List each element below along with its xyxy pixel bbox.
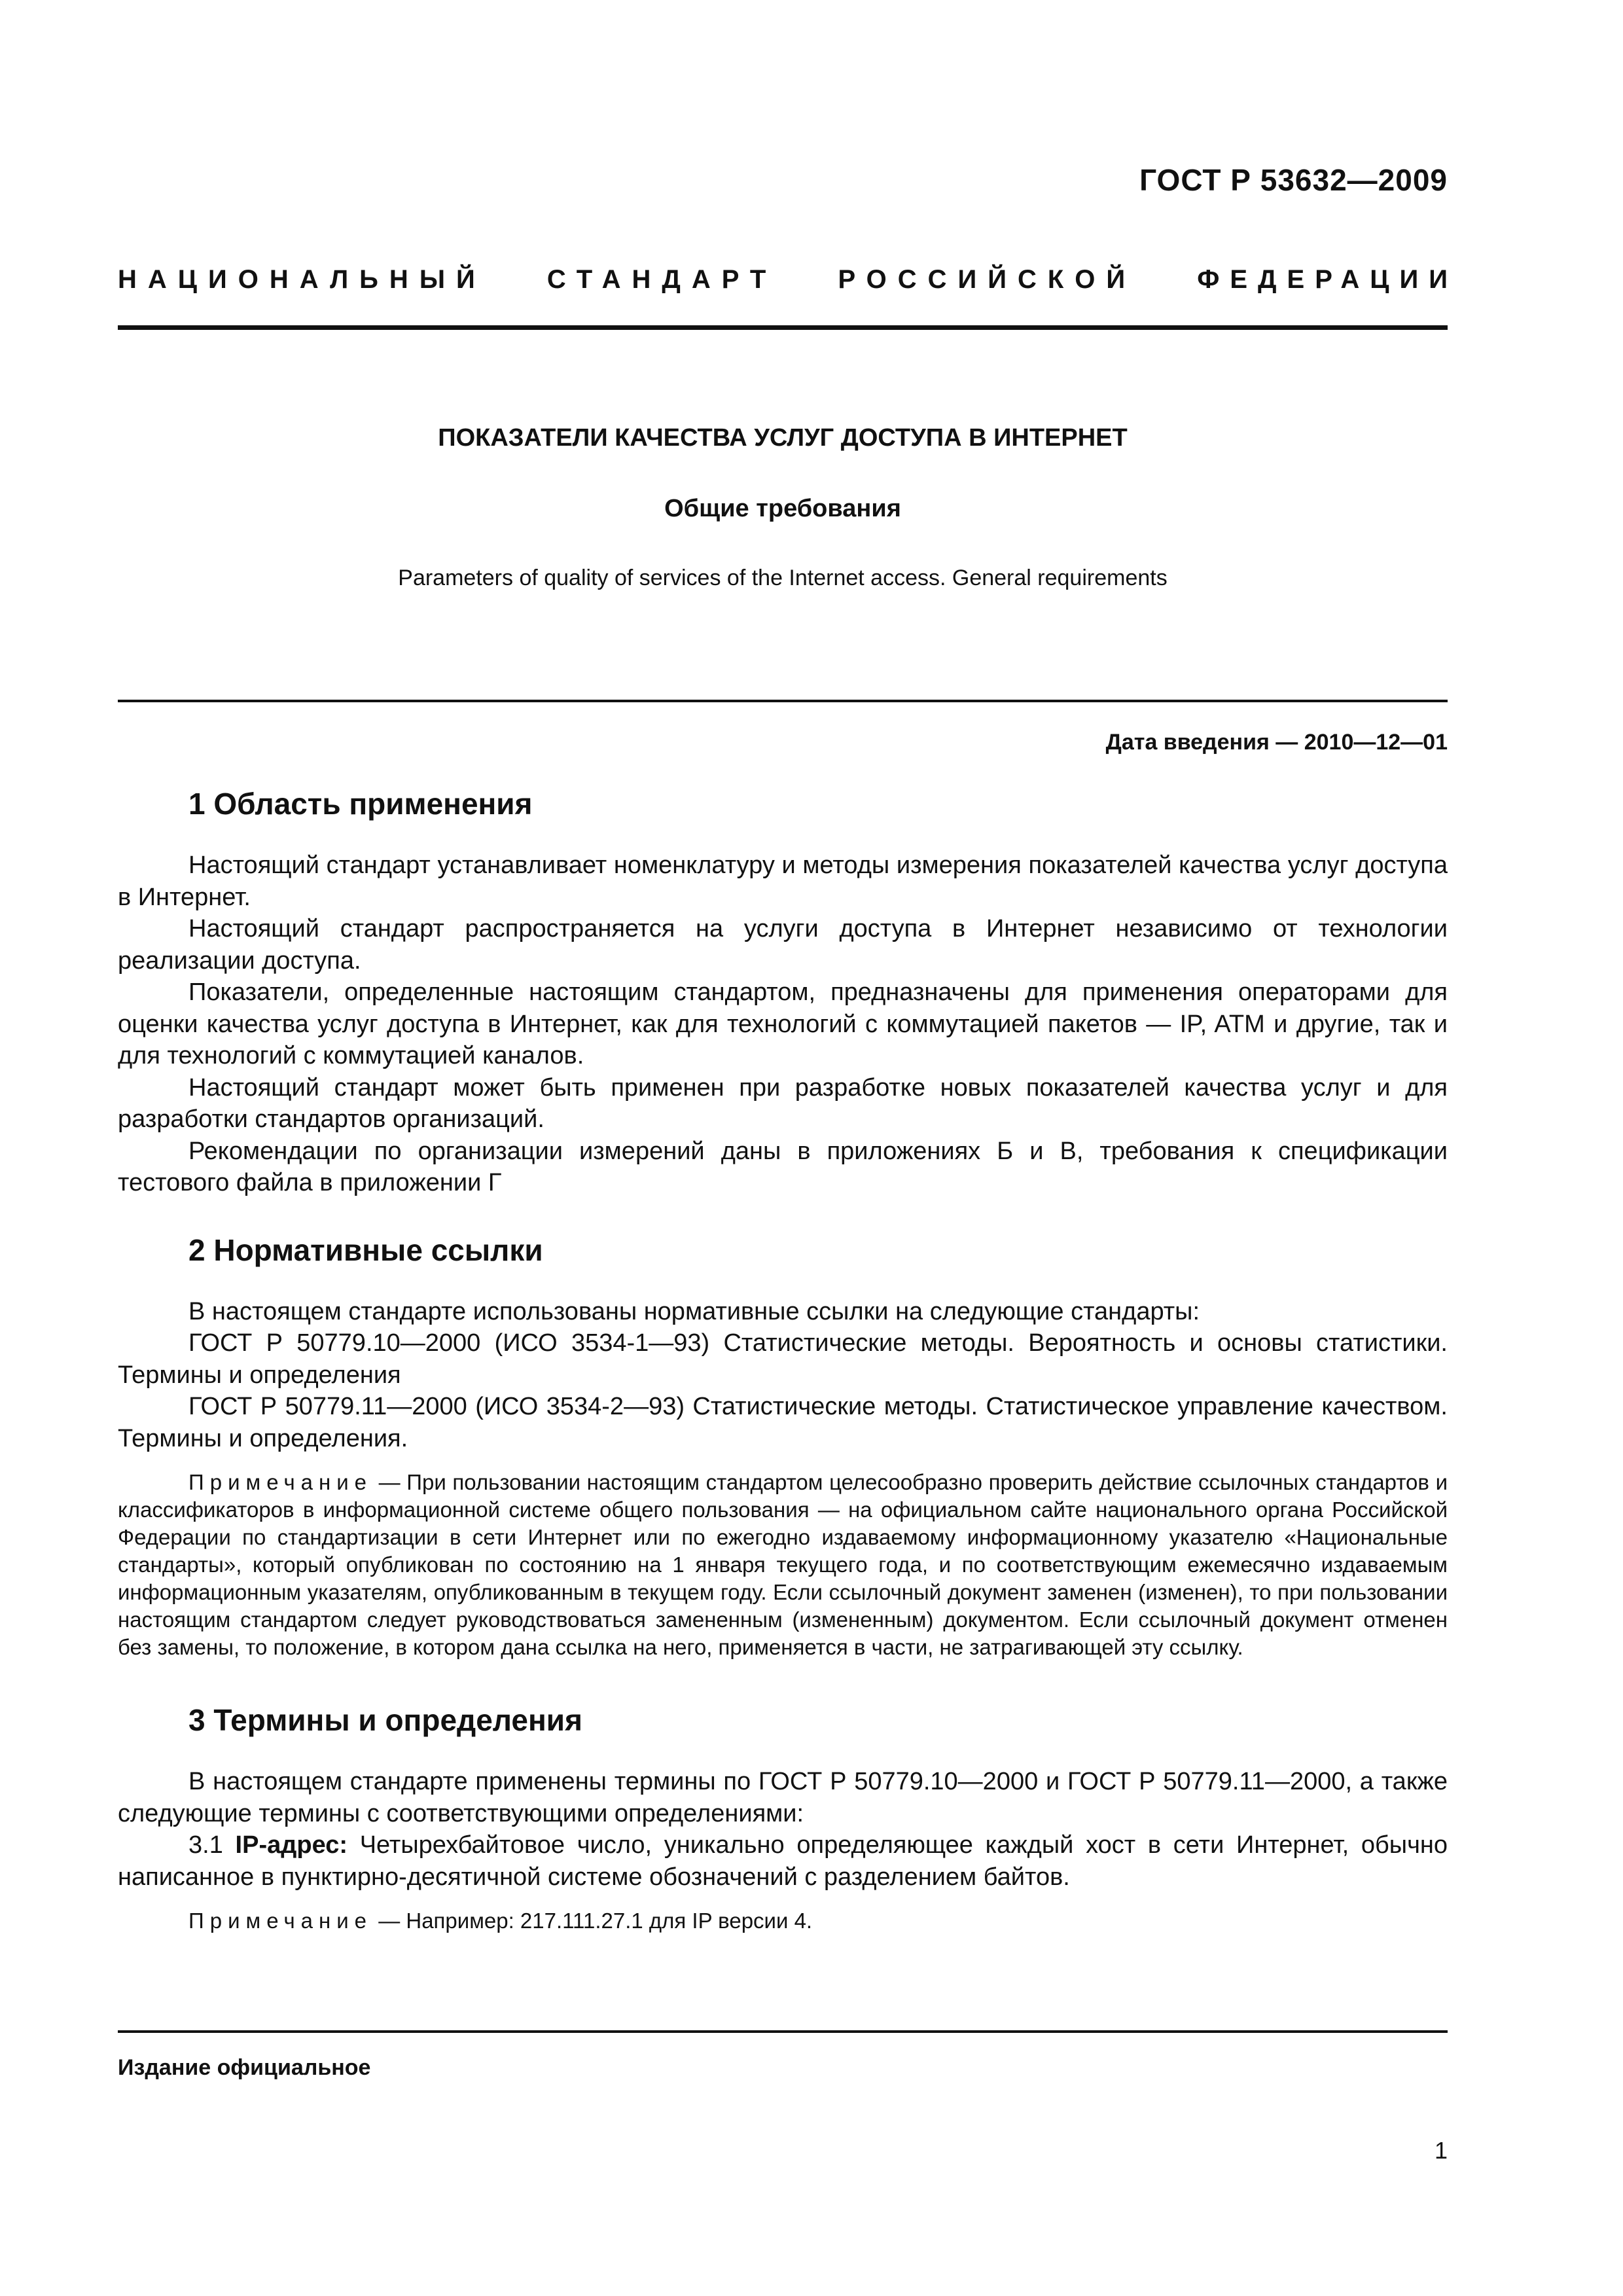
banner-word: РОССИЙСКОЙ xyxy=(838,265,1137,294)
term-text: Четырехбайтовое число, уникально определяющее каждый хост в сети Интернет, обычно написанное в пунктирно-десятичной системе обозначений с разделением байтов. xyxy=(118,1831,1448,1891)
official-edition-label: Издание официальное xyxy=(118,2055,371,2080)
paragraph: Настоящий стандарт может быть применен при разработке новых показателей качества услуг и для разработки стандартов организаций. xyxy=(118,1073,1448,1133)
standard-type-banner xyxy=(118,265,1458,295)
note xyxy=(118,1907,1448,1935)
header-divider xyxy=(118,325,1448,330)
reference-item: ГОСТ Р 50779.10—2000 (ИСО 3534-1—93) Статистические методы. Вероятность и основы статистики. Термины и определения xyxy=(118,1329,1448,1389)
section-terms xyxy=(118,1702,1448,1935)
section-scope xyxy=(118,785,1448,1199)
paragraph: В настоящем стандарте применены термины по ГОСТ Р 50779.10—2000 и ГОСТ Р 50779.11—2000, а также следующие термины с соответствующими определениями: xyxy=(118,1768,1448,1827)
term-definition xyxy=(118,1829,1448,1893)
paragraph: Рекомендации по организации измерений даны в приложениях Б и В, требования к спецификации тестового файла в приложении Г xyxy=(118,1137,1448,1196)
footer-divider xyxy=(118,2030,1448,2033)
note-label: Примечание xyxy=(188,1909,373,1933)
term-number: 3.1 xyxy=(188,1831,223,1859)
section-heading: 2 Нормативные ссылки xyxy=(188,1232,543,1267)
introduction-date: Дата введения — 2010—12—01 xyxy=(1105,730,1448,755)
page-number: 1 xyxy=(1434,2137,1448,2164)
banner-word: СТАНДАРТ xyxy=(546,265,777,294)
note-text: — Например: 217.111.27.1 для IP версии 4. xyxy=(378,1909,813,1933)
document-subtitle: Общие требования xyxy=(664,495,901,522)
english-title: Parameters of quality of services of the Internet access. General requirements xyxy=(398,565,1168,590)
document-page xyxy=(118,0,1458,2296)
document-title: ПОКАЗАТЕЛИ КАЧЕСТВА УСЛУГ ДОСТУПА В ИНТЕРНЕТ xyxy=(438,424,1128,452)
section-heading: 1 Область применения xyxy=(188,787,533,821)
paragraph: Настоящий стандарт устанавливает номенклатуру и методы измерения показателей качества услуг доступа в Интернет. xyxy=(118,852,1448,911)
term-key: IP-адрес: xyxy=(235,1831,348,1859)
note-text: — При пользовании настоящим стандартом целесообразно проверить действие ссылочных стандартов и классификаторов в информационной системе общего пользования — на официальном сайте национального органа Российской Федерации по стандартизации в сети Интернет или по ежегодно издаваемому информационному указателю «Национальные стандарты», который опубликован по состоянию на 1 января текущего года, и по соответствующим ежемесячно издаваемым информационным указателям, опубликованным в текущем году. Если ссылочный документ заменен (изменен), то при пользовании настоящим стандартом следует руководствоваться замененным (измененным) документом. Если ссылочный документ отменен без замены, то положение, в котором дана ссылка на него, применяется в части, не затрагивающей эту ссылку. xyxy=(118,1470,1448,1659)
paragraph: Настоящий стандарт распространяется на услуги доступа в Интернет независимо от технологии реализации доступа. xyxy=(118,915,1448,975)
banner-word: НАЦИОНАЛЬНЫЙ xyxy=(118,265,486,294)
paragraph: В настоящем стандарте использованы нормативные ссылки на следующие стандарты: xyxy=(188,1297,1200,1325)
reference-item: ГОСТ Р 50779.11—2000 (ИСО 3534-2—93) Статистические методы. Статистическое управление качеством. Термины и определения. xyxy=(118,1393,1448,1452)
note xyxy=(118,1469,1448,1661)
document-number: ГОСТ Р 53632—2009 xyxy=(1139,163,1448,197)
document-body xyxy=(118,785,1448,1935)
banner-word: ФЕДЕРАЦИИ xyxy=(1197,265,1458,294)
paragraph: Показатели, определенные настоящим стандартом, предназначены для применения операторами для оценки качества услуг доступа в Интернет, как для технологий с коммутацией пакетов — IP, ATM и другие, так и для технологий с коммутацией каналов. xyxy=(118,978,1448,1069)
title-divider xyxy=(118,700,1448,702)
section-normative-references xyxy=(118,1232,1448,1662)
section-heading: 3 Термины и определения xyxy=(188,1703,582,1737)
note-label: Примечание xyxy=(188,1470,373,1494)
